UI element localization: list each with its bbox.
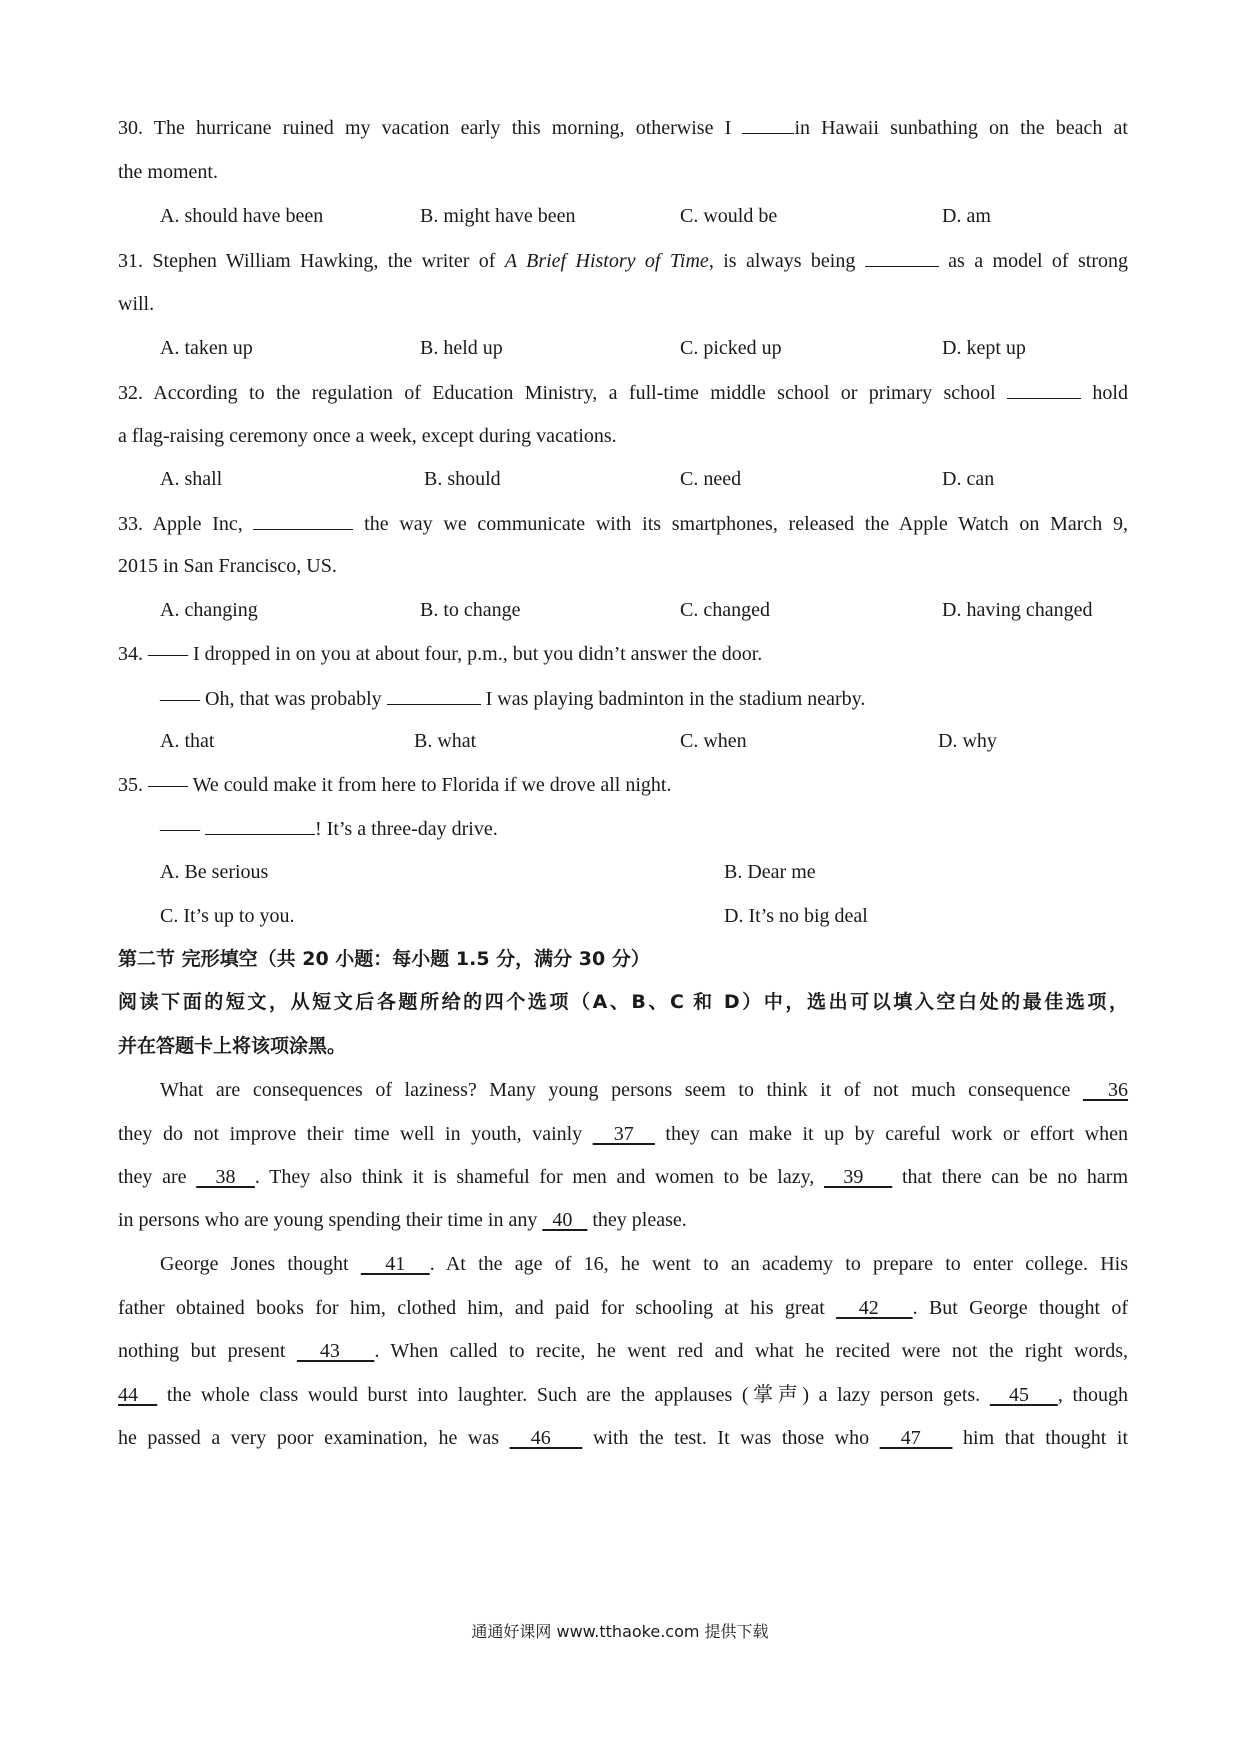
question-30-line-2: the moment. xyxy=(118,161,218,183)
cloze-blank-45: 45 xyxy=(989,1384,1058,1406)
question-32-line-1 xyxy=(118,378,1128,407)
passage-text: they can make it up by careful work or effort when xyxy=(654,1123,1128,1145)
option-b: B. Dear me xyxy=(724,861,816,883)
passage-text: they are xyxy=(118,1166,197,1188)
passage-text: with the test. It was those who xyxy=(582,1427,880,1449)
passage-line xyxy=(118,1381,1128,1409)
section-heading: 第二节 完形填空（共 20 小题：每小题 1.5 分，满分 30 分） xyxy=(118,948,650,970)
cloze-blank-41: 41 xyxy=(360,1253,430,1275)
question-30-line-1 xyxy=(118,113,1128,142)
passage-text: him that thought it xyxy=(952,1427,1129,1449)
question-32-line-2: a flag-raising ceremony once a week, except during vacations. xyxy=(118,425,617,447)
answer-blank xyxy=(253,509,353,530)
cloze-blank-38: 38 xyxy=(196,1166,255,1188)
passage-line xyxy=(118,1120,1128,1148)
question-34-line-1: 34. —— I dropped in on you at about four, p.m., but you didn’t answer the door. xyxy=(118,643,763,665)
answer-blank xyxy=(742,113,794,134)
page-footer: 通通好课网 www.tthaoke.com 提供下载 xyxy=(471,1622,769,1641)
passage-text: George Jones thought xyxy=(160,1253,361,1275)
cloze-blank-42: 42 xyxy=(836,1297,913,1319)
question-35-line-1: 35. —— We could make it from here to Florida if we drove all night. xyxy=(118,774,672,796)
answer-blank xyxy=(865,246,939,267)
passage-line xyxy=(118,1206,1128,1234)
question-35-text: —— xyxy=(160,818,205,840)
option-b: B. what xyxy=(414,730,477,752)
option-c: C. It’s up to you. xyxy=(160,905,295,927)
option-d: D. can xyxy=(942,468,995,490)
question-34-line-2 xyxy=(160,684,1060,713)
option-a: A. that xyxy=(160,730,215,752)
cloze-blank-36: 36 xyxy=(1082,1079,1129,1101)
question-30-text: in Hawaii sunbathing on the beach at xyxy=(794,117,1128,139)
section-instruction-line-2: 并在答题卡上将该项涂黑。 xyxy=(118,1035,347,1057)
option-a: A. Be serious xyxy=(160,861,269,883)
question-35-text: ! It’s a three-day drive. xyxy=(315,818,498,840)
question-34-text: I was playing badminton in the stadium nearby. xyxy=(480,688,866,710)
question-31-text: , is always being xyxy=(708,250,865,272)
question-35-line-2 xyxy=(160,814,1060,843)
passage-text: . They also think it is shameful for men and women to be lazy, xyxy=(254,1166,824,1188)
option-a: A. taken up xyxy=(160,337,253,359)
cloze-blank-46: 46 xyxy=(509,1427,583,1449)
option-a: A. shall xyxy=(160,468,223,490)
option-d: D. am xyxy=(942,205,991,227)
passage-line xyxy=(160,1250,1128,1278)
passage-text: that there can be no harm xyxy=(892,1166,1129,1188)
passage-text: they please. xyxy=(587,1209,687,1231)
option-d: D. It’s no big deal xyxy=(724,905,868,927)
question-32-text: hold xyxy=(1081,382,1128,404)
passage-text: nothing but present xyxy=(118,1340,297,1362)
section-instruction-line-1: 阅读下面的短文，从短文后各题所给的四个选项（A、B、C 和 D）中，选出可以填入空白处的最佳选项， xyxy=(118,991,1128,1013)
question-31-line-2: will. xyxy=(118,293,155,315)
question-33-line-1 xyxy=(118,509,1128,538)
passage-line xyxy=(160,1076,1128,1104)
question-31-text: as a model of strong xyxy=(938,250,1129,272)
answer-blank xyxy=(1007,378,1081,399)
passage-text: he passed a very poor examination, he was xyxy=(118,1427,510,1449)
option-c: C. picked up xyxy=(680,337,782,359)
cloze-blank-40: 40 xyxy=(542,1209,588,1231)
question-34-text: —— Oh, that was probably xyxy=(160,688,387,710)
question-33-text: 33. Apple Inc, xyxy=(118,513,254,535)
book-title: A Brief History of Time xyxy=(504,250,709,272)
question-32-text: 32. According to the regulation of Education Ministry, a full-time middle school or primary school xyxy=(118,382,1008,404)
question-33-text: the way we communicate with its smartphones, released the Apple Watch on March 9, xyxy=(353,513,1128,535)
passage-text: father obtained books for him, clothed him, and paid for schooling at his great xyxy=(118,1297,837,1319)
passage-text: in persons who are young spending their time in any xyxy=(118,1209,543,1231)
option-c: C. changed xyxy=(680,599,770,621)
option-c: C. would be xyxy=(680,205,778,227)
option-d: D. kept up xyxy=(942,337,1026,359)
option-d: D. having changed xyxy=(942,599,1093,621)
option-c: C. need xyxy=(680,468,742,490)
option-b: B. should xyxy=(424,468,501,490)
passage-text: . At the age of 16, he went to an academy to prepare to enter college. His xyxy=(429,1253,1129,1275)
passage-text: , though xyxy=(1057,1384,1128,1406)
passage-text: the whole class would burst into laughter. Such are the applauses (掌声) a lazy person gets. xyxy=(157,1384,990,1406)
option-b: B. held up xyxy=(420,337,503,359)
question-31-line-1 xyxy=(118,246,1128,275)
option-a: A. should have been xyxy=(160,205,324,227)
passage-text: . When called to recite, he went red and what he recited were not the right words, xyxy=(374,1340,1128,1362)
passage-line xyxy=(118,1294,1128,1322)
option-d: D. why xyxy=(938,730,997,752)
cloze-blank-37: 37 xyxy=(592,1123,655,1145)
passage-text: What are consequences of laziness? Many young persons seem to think it of not much consequence xyxy=(160,1079,1083,1101)
question-31-text: 31. Stephen William Hawking, the writer of xyxy=(118,250,505,272)
passage-text: they do not improve their time well in youth, vainly xyxy=(118,1123,593,1145)
option-b: B. to change xyxy=(420,599,521,621)
cloze-blank-44: 44 xyxy=(118,1384,158,1406)
passage-text: . But George thought of xyxy=(912,1297,1129,1319)
passage-line xyxy=(118,1337,1128,1365)
cloze-blank-43: 43 xyxy=(296,1340,375,1362)
passage-line xyxy=(118,1424,1128,1452)
cloze-blank-47: 47 xyxy=(879,1427,953,1449)
option-a: A. changing xyxy=(160,599,258,621)
question-30-text: 30. The hurricane ruined my vacation early this morning, otherwise I xyxy=(118,117,743,139)
option-b: B. might have been xyxy=(420,205,576,227)
cloze-blank-39: 39 xyxy=(823,1166,893,1188)
answer-blank xyxy=(387,684,481,705)
passage-line xyxy=(118,1163,1128,1191)
option-c: C. when xyxy=(680,730,747,752)
answer-blank xyxy=(205,814,315,835)
question-33-line-2: 2015 in San Francisco, US. xyxy=(118,555,337,577)
